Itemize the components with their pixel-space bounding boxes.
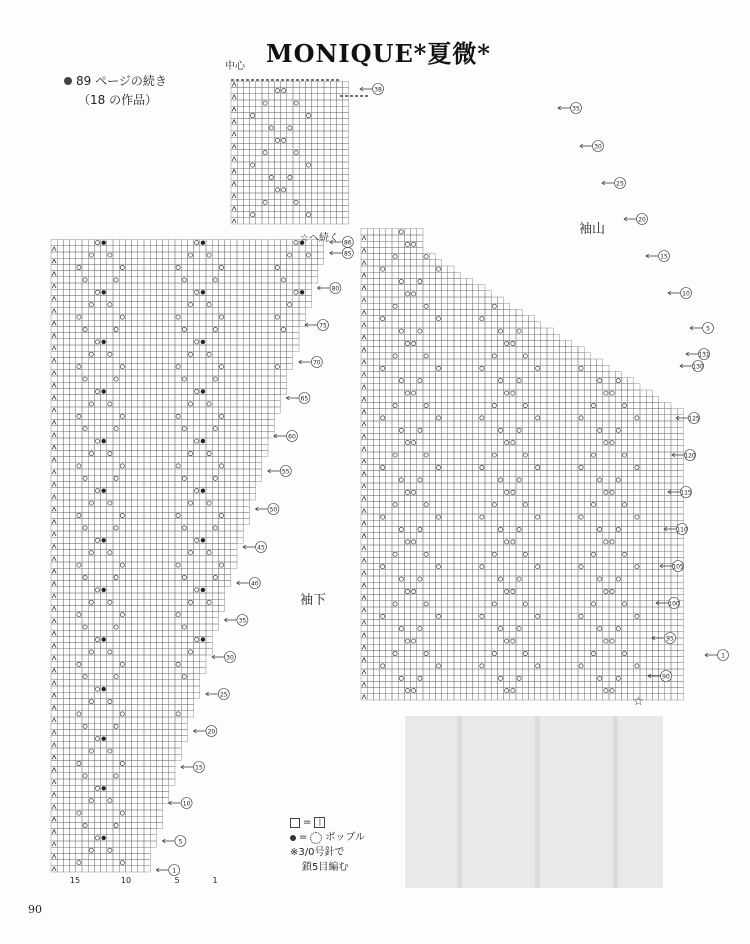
right-row-marker [668, 487, 692, 498]
sleeve-under-label: 袖下 [300, 593, 327, 608]
svg-text:40: 40 [250, 580, 259, 588]
center-label: 中心 [225, 61, 245, 72]
svg-text:25: 25 [219, 691, 228, 699]
left-row-marker [193, 726, 217, 737]
right-row-marker [690, 323, 714, 334]
left-row-marker [156, 865, 180, 876]
svg-text:85: 85 [343, 250, 352, 258]
col-number: 15 [69, 876, 81, 885]
bobble-circle-icon [310, 832, 322, 844]
star-mark: ☆ [633, 694, 644, 708]
left-row-marker [169, 798, 193, 809]
left-row-marker [286, 393, 310, 404]
right-row-marker [580, 141, 604, 152]
right-chart-grid [361, 229, 683, 700]
svg-text:15: 15 [195, 764, 203, 772]
continue-to-star-note: ☆へ続く [300, 233, 339, 244]
svg-text:80: 80 [331, 285, 340, 293]
top-chart-bind-off [231, 80, 370, 96]
works-note: （18 の作品） [78, 93, 158, 107]
svg-text:35: 35 [238, 617, 247, 625]
left-row-marker [305, 320, 329, 331]
svg-text:10: 10 [182, 800, 191, 808]
lace-swatch-photo [405, 716, 663, 888]
left-row-marker [181, 762, 205, 773]
svg-text:1: 1 [172, 867, 177, 875]
right-row-marker [664, 524, 688, 535]
svg-text:75: 75 [319, 322, 327, 330]
svg-text:65: 65 [300, 395, 309, 403]
left-row-marker [317, 283, 341, 294]
knit-symbol-icon: | [314, 817, 325, 828]
left-row-marker [224, 615, 248, 626]
left-row-marker [255, 504, 279, 515]
top-chart-symbols [232, 83, 311, 223]
svg-text:45: 45 [257, 544, 265, 552]
col-number: 1 [212, 876, 218, 885]
right-row-marker [646, 251, 670, 262]
right-row-marker [680, 361, 704, 372]
bobble-dot-icon [290, 835, 296, 841]
top-chart-grid [231, 81, 349, 224]
right-row-marker [668, 288, 692, 299]
right-row-marker [558, 103, 582, 114]
svg-text:70: 70 [312, 359, 321, 367]
left-row-marker [299, 357, 323, 368]
left-row-marker [212, 652, 236, 663]
continued-text: 89 ページの続き [76, 74, 167, 88]
legend-row-bobble: = ボッブル [290, 830, 365, 845]
right-row-marker [676, 413, 700, 424]
sleeve-cap-label: 袖山 [579, 222, 606, 237]
right-row-marker [602, 178, 626, 189]
legend-note-chain: 鎖5目編む [302, 862, 349, 873]
col-number: 10 [120, 876, 132, 885]
page-number: 90 [28, 903, 42, 916]
svg-text:30: 30 [226, 654, 234, 662]
right-row-marker [360, 84, 384, 95]
svg-text:55: 55 [281, 468, 290, 476]
legend-row-knit: = | [290, 815, 365, 830]
left-row-marker [206, 689, 230, 700]
right-row-marker [686, 349, 710, 360]
right-row-marker [705, 650, 729, 661]
right-row-marker [652, 633, 676, 644]
legend [290, 815, 365, 875]
svg-text:60: 60 [288, 433, 296, 441]
right-row-marker [672, 450, 696, 461]
right-row-marker [648, 671, 672, 682]
left-row-marker [274, 431, 298, 442]
svg-text:5: 5 [178, 838, 183, 846]
svg-text:50: 50 [269, 506, 278, 514]
svg-text:20: 20 [207, 728, 216, 736]
left-row-marker [243, 542, 267, 553]
page-title: MONIQUE*夏微* [266, 39, 491, 68]
svg-text:86: 86 [343, 239, 352, 247]
right-row-marker [624, 214, 648, 225]
left-row-marker [330, 248, 354, 259]
empty-square-icon [290, 818, 300, 828]
legend-note-needle: ※3/0号針で [290, 847, 345, 858]
left-row-marker [268, 466, 292, 477]
left-row-marker [162, 836, 186, 847]
col-number: 5 [174, 876, 180, 885]
left-row-marker [237, 578, 260, 589]
